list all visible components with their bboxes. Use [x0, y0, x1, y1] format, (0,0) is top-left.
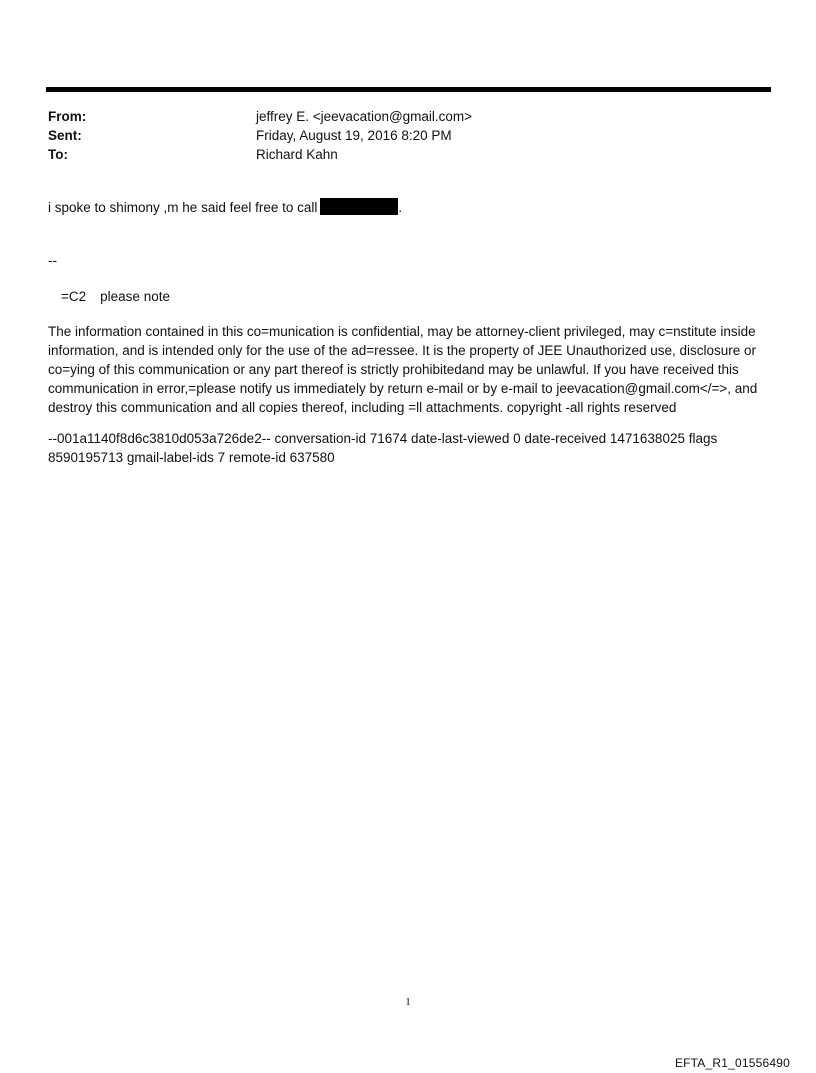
- signature-note-text: please note: [100, 289, 170, 304]
- from-value: jeffrey E. <jeevacation@gmail.com>: [256, 109, 473, 124]
- message-end: .: [398, 200, 403, 215]
- redaction-box: [320, 198, 398, 215]
- from-row: [48, 107, 768, 126]
- page-number: 1: [405, 996, 411, 1008]
- sent-value: Friday, August 19, 2016 8:20 PM: [256, 128, 452, 143]
- message-metadata: --001a1140f8d6c3810d053a726de2-- conversation-id 71674 date-last-viewed 0 date-received 1471638025 flags 8590195713 gmail-label-ids 7 remote-id 637580: [48, 431, 718, 465]
- from-label: From:: [48, 109, 87, 124]
- signature-note: [61, 287, 170, 306]
- header-rule: [46, 87, 771, 92]
- to-row: [48, 145, 768, 164]
- confidentiality-disclaimer: The information contained in this co=munication is confidential, may be attorney-client privileged, may c=nstitute inside information, and is intended only for the use of the ad=ressee. It is the property of JEE Unauthorized use, disclosure or co=ying of this communication or any part thereof is strictly prohibitedand may be unlawful. If you have received this communication in error,=please notify us immediately by return e-mail or by e-mail to jeevacation@gmail.com</=>, and destroy this communication and all copies thereof, including =ll attachments. copyright -all rights reserved: [48, 324, 758, 415]
- to-value: Richard Kahn: [256, 147, 338, 162]
- bates-number: EFTA_R1_01556490: [674, 1056, 790, 1070]
- message-text: i spoke to shimony ,m he said feel free to call: [48, 200, 318, 215]
- sent-label: Sent:: [48, 128, 82, 143]
- signature-dash: --: [48, 253, 57, 268]
- signature-code: =C2: [61, 289, 87, 304]
- to-label: To:: [48, 147, 68, 162]
- email-header: [48, 107, 768, 164]
- sent-row: [48, 126, 768, 145]
- message-body: [48, 198, 402, 217]
